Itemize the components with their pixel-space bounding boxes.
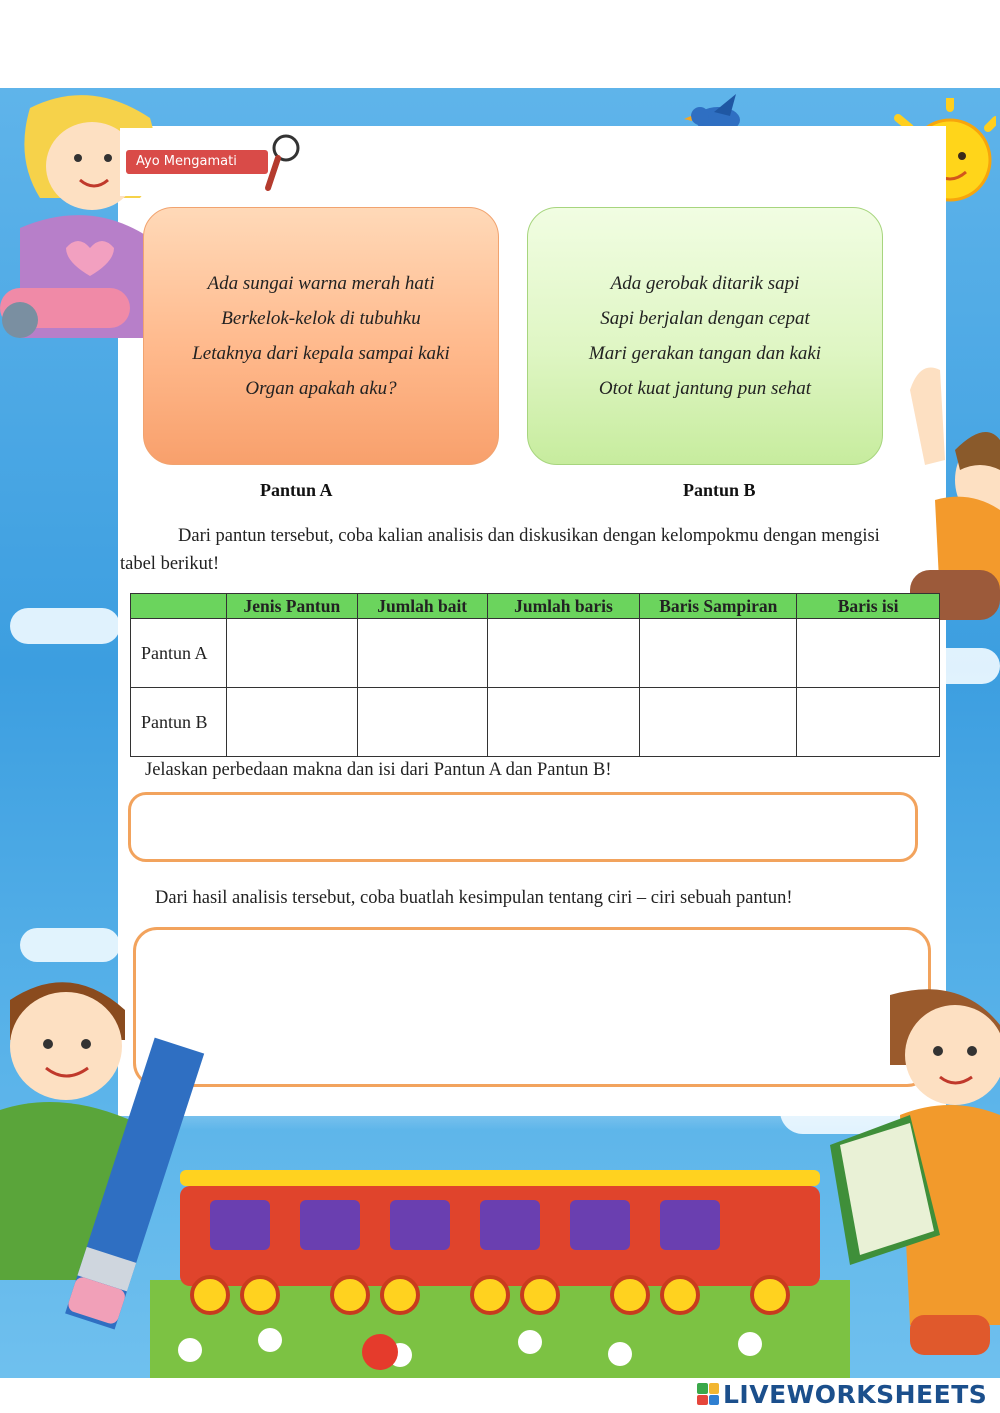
pantun-b-line: Sapi berjalan dengan cepat (600, 308, 810, 329)
liveworksheets-logo-icon (697, 1383, 719, 1405)
pantun-b-line: Otot kuat jantung pun sehat (598, 378, 812, 399)
answer-cell[interactable] (487, 619, 640, 688)
answer-cell[interactable] (226, 619, 357, 688)
table-header-cell: Baris Sampiran (640, 594, 797, 619)
question-1-text: Jelaskan perbedaan makna dan isi dari Pantun A dan Pantun B! (145, 760, 612, 780)
pantun-a-box (143, 207, 499, 465)
table-header-cell: Jumlah baris (487, 594, 640, 619)
table-row (131, 619, 940, 688)
animal-train-illustration (150, 1130, 850, 1378)
pantun-a-line: Berkelok-kelok di tubuhku (221, 308, 421, 329)
liveworksheets-watermark (697, 1379, 987, 1409)
answer-cell[interactable] (640, 688, 797, 757)
analysis-table (130, 593, 940, 757)
answer-cell[interactable] (357, 619, 487, 688)
pantun-b-box (527, 207, 883, 465)
answer-cell[interactable] (640, 619, 797, 688)
pantun-a-line: Organ apakah aku? (245, 378, 397, 399)
answer-cell[interactable] (487, 688, 640, 757)
pantun-a-line: Ada sungai warna merah hati (207, 273, 435, 294)
table-header-cell: Jenis Pantun (226, 594, 357, 619)
pantun-b-caption: Pantun B (683, 480, 756, 500)
answer-box-2[interactable] (133, 927, 931, 1087)
instruction-text: Dari pantun tersebut, coba kalian analisis dan diskusikan dengan kelompokmu dengan mengisi tabel berikut! (120, 526, 880, 574)
answer-cell[interactable] (797, 619, 940, 688)
magnifier-icon (262, 132, 302, 192)
pantun-a-caption: Pantun A (260, 480, 333, 500)
pantun-b-line: Ada gerobak ditarik sapi (610, 273, 800, 294)
cloud-decoration (20, 928, 120, 962)
table-header-cell: Jumlah bait (357, 594, 487, 619)
watermark-text: LIVEWORKSHEETS (723, 1379, 988, 1409)
answer-box-1[interactable] (128, 792, 918, 862)
table-header-row (131, 594, 940, 619)
answer-cell[interactable] (357, 688, 487, 757)
girl-reading-illustration (830, 985, 1000, 1375)
pantun-b-line: Mari gerakan tangan dan kaki (588, 343, 822, 364)
cloud-decoration (10, 608, 120, 644)
section-label: Ayo Mengamati (126, 150, 268, 174)
table-row (131, 688, 940, 757)
pantun-a-line: Letaknya dari kepala sampai kaki (192, 343, 450, 364)
question-2-text: Dari hasil analisis tersebut, coba buatlah kesimpulan tentang ciri – ciri sebuah pantun! (155, 888, 793, 908)
row-label: Pantun B (131, 688, 227, 757)
answer-cell[interactable] (797, 688, 940, 757)
answer-cell[interactable] (226, 688, 357, 757)
row-label: Pantun A (131, 619, 227, 688)
table-header-cell (131, 594, 227, 619)
table-header-cell: Baris isi (797, 594, 940, 619)
